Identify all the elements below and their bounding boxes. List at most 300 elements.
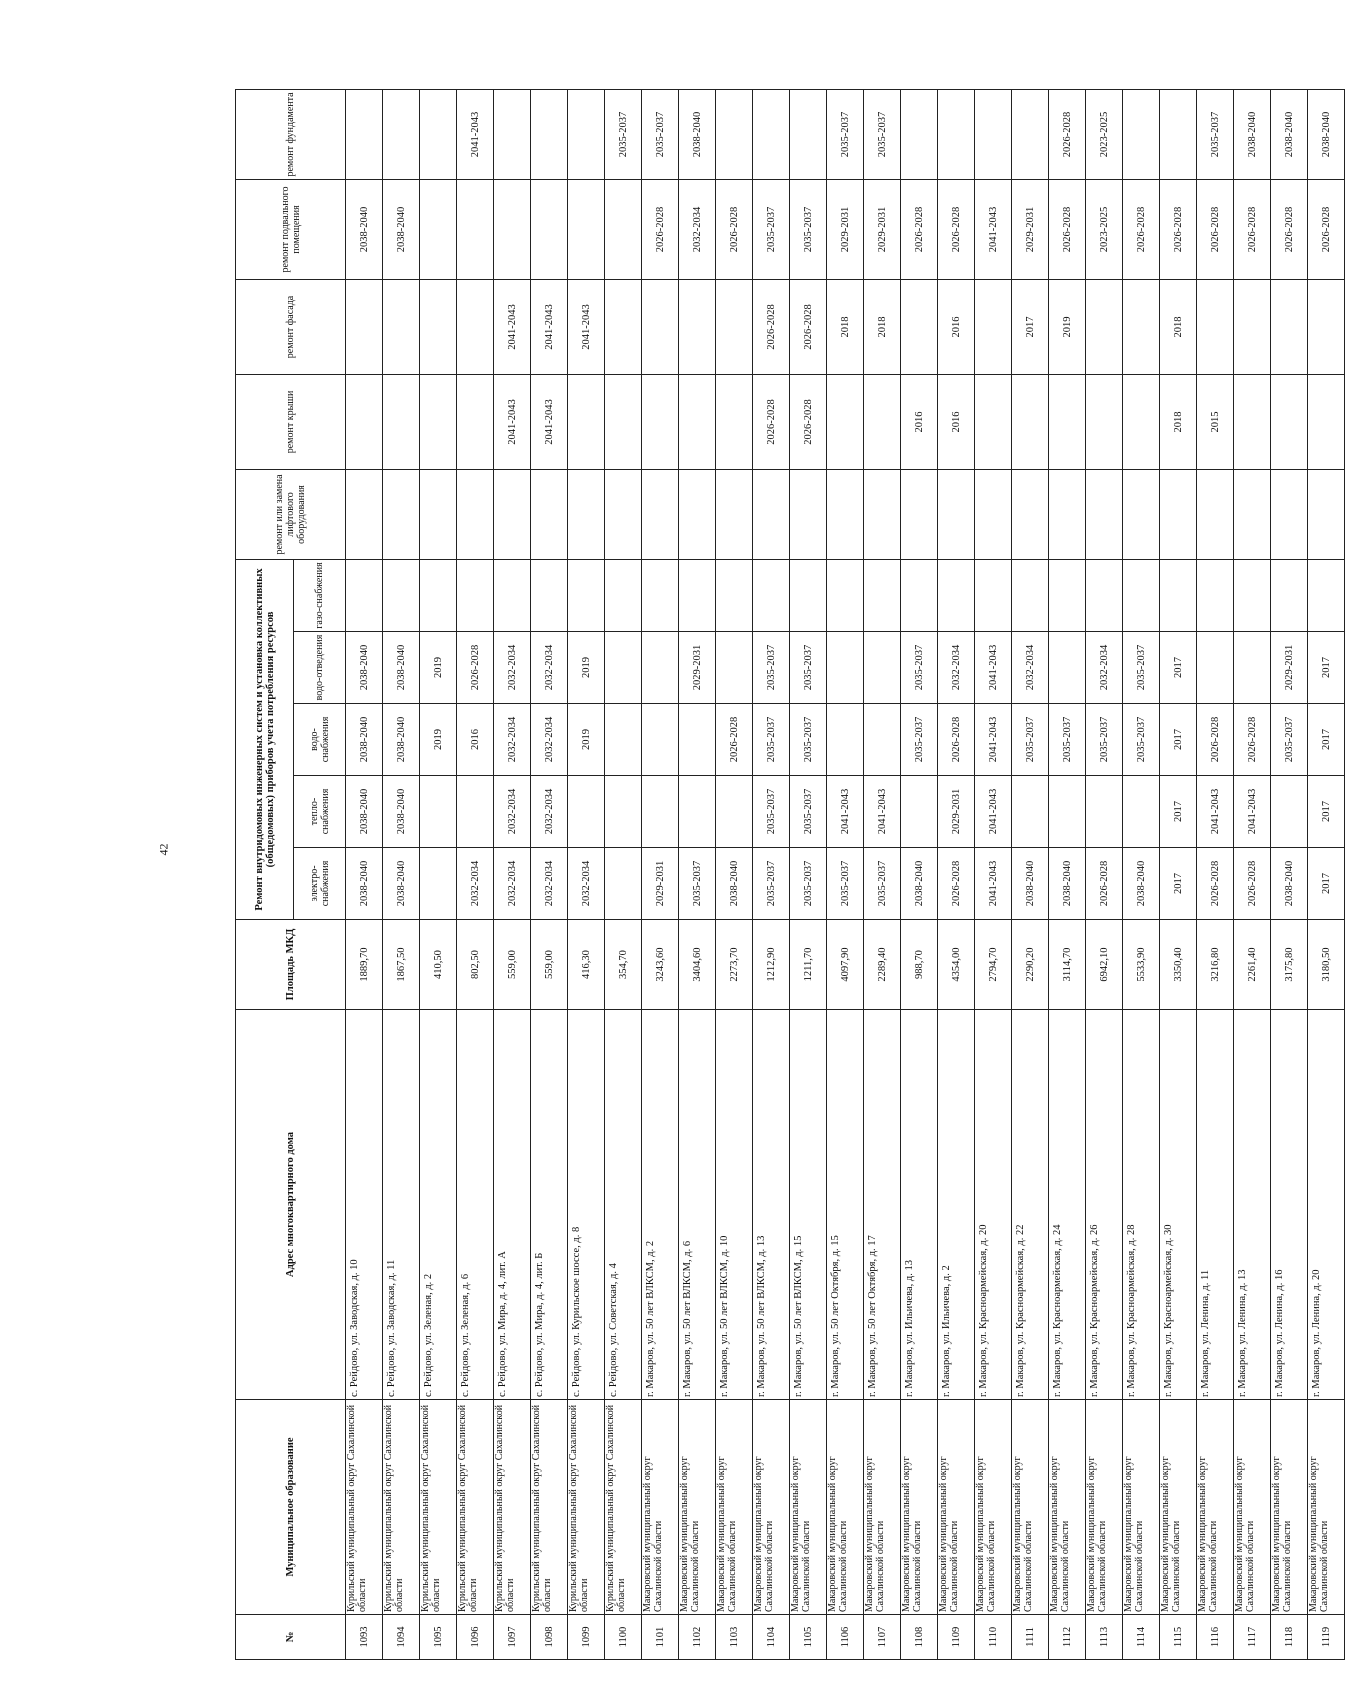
cell-address: г. Макаров, ул. Ленина, д. 20 [1308,1010,1345,1400]
table-row [1123,89,1160,1659]
cell-roof [679,374,716,469]
cell-address: г. Макаров, ул. Красноармейская, д. 20 [975,1010,1012,1400]
cell-area: 3216,80 [1197,920,1234,1010]
cell-facade [901,279,938,374]
table-row [1012,89,1049,1659]
cell-basement: 2026-2028 [642,179,679,279]
cell-address: с. Рейдово, ул. Заводская, д. 10 [346,1010,383,1400]
cell-num: 1101 [642,1615,679,1660]
header-heat: тепло-снабжения [294,776,346,848]
cell-water: 2035-2037 [1049,704,1086,776]
cell-gas [938,559,975,631]
rotated-table-page [235,90,1332,1660]
cell-heat: 2041-2043 [1234,776,1271,848]
cell-electric: 2038-2040 [1271,848,1308,920]
cell-heat [1086,776,1123,848]
cell-foundation [346,89,383,179]
cell-roof: 2016 [901,374,938,469]
cell-foundation: 2038-2040 [1271,89,1308,179]
header-gas: газо-снабжения [294,559,346,631]
cell-address: г. Макаров, ул. Ильичева, д. 13 [901,1010,938,1400]
header-roof: ремонт крыши [236,374,346,469]
cell-num: 1093 [346,1615,383,1660]
cell-elevator [1123,469,1160,559]
cell-sewer: 2032-2034 [1012,632,1049,704]
cell-municipality: Макаровский муниципальный округ Сахалинской области [901,1400,938,1615]
cell-address: г. Макаров, ул. Ильичева, д. 2 [938,1010,975,1400]
cell-heat: 2041-2043 [827,776,864,848]
cell-facade [679,279,716,374]
cell-foundation [383,89,420,179]
cell-address: с. Рейдово, ул. Советская, д. 4 [605,1010,642,1400]
cell-roof: 2026-2028 [790,374,827,469]
cell-basement: 2026-2028 [716,179,753,279]
header-foundation: ремонт фундамента [236,89,346,179]
cell-gas [531,559,568,631]
cell-address: г. Макаров, ул. 50 лет Октября, д. 17 [864,1010,901,1400]
cell-elevator [531,469,568,559]
cell-num: 1116 [1197,1615,1234,1660]
cell-area: 2794,70 [975,920,1012,1010]
cell-address: г. Макаров, ул. 50 лет ВЛКСМ, д. 13 [753,1010,790,1400]
cell-basement: 2026-2028 [1271,179,1308,279]
cell-heat: 2017 [1308,776,1345,848]
cell-address: г. Макаров, ул. 50 лет ВЛКСМ, д. 15 [790,1010,827,1400]
cell-sewer: 2032-2034 [531,632,568,704]
cell-municipality: Курильский муниципальный округ Сахалинской области [531,1400,568,1615]
cell-facade [642,279,679,374]
cell-address: г. Макаров, ул. Красноармейская, д. 26 [1086,1010,1123,1400]
header-num: № [236,1615,346,1660]
table-row [494,89,531,1659]
cell-facade [1086,279,1123,374]
cell-gas [1012,559,1049,631]
cell-municipality: Макаровский муниципальный округ Сахалинской области [1160,1400,1197,1615]
cell-roof [457,374,494,469]
cell-area: 4097,90 [827,920,864,1010]
cell-heat [1123,776,1160,848]
cell-gas [346,559,383,631]
cell-electric: 2035-2037 [679,848,716,920]
cell-municipality: Макаровский муниципальный округ Сахалинской области [1012,1400,1049,1615]
cell-sewer: 2035-2037 [901,632,938,704]
table-row [1160,89,1197,1659]
cell-foundation: 2041-2043 [457,89,494,179]
cell-elevator [827,469,864,559]
cell-address: г. Макаров, ул. Красноармейская, д. 28 [1123,1010,1160,1400]
cell-electric [420,848,457,920]
cell-roof: 2026-2028 [753,374,790,469]
cell-num: 1096 [457,1615,494,1660]
cell-water: 2026-2028 [938,704,975,776]
cell-electric: 2035-2037 [790,848,827,920]
cell-elevator [1308,469,1345,559]
cell-elevator [679,469,716,559]
cell-heat: 2038-2040 [383,776,420,848]
cell-area: 3243,60 [642,920,679,1010]
cell-foundation: 2026-2028 [1049,89,1086,179]
cell-sewer: 2035-2037 [1123,632,1160,704]
cell-facade [975,279,1012,374]
cell-sewer: 2035-2037 [790,632,827,704]
cell-area: 1212,90 [753,920,790,1010]
cell-gas [1049,559,1086,631]
cell-area: 1889,70 [346,920,383,1010]
cell-water: 2032-2034 [531,704,568,776]
cell-basement [494,179,531,279]
cell-municipality: Макаровский муниципальный округ Сахалинской области [1234,1400,1271,1615]
cell-sewer: 2032-2034 [1086,632,1123,704]
table-row [1271,89,1308,1659]
table-row [938,89,975,1659]
cell-foundation: 2038-2040 [1308,89,1345,179]
cell-roof [420,374,457,469]
cell-roof: 2041-2043 [531,374,568,469]
table-row [827,89,864,1659]
cell-foundation [938,89,975,179]
cell-basement: 2026-2028 [1234,179,1271,279]
cell-foundation [568,89,605,179]
cell-municipality: Макаровский муниципальный округ Сахалинской области [1308,1400,1345,1615]
cell-facade: 2019 [1049,279,1086,374]
cell-electric: 2032-2034 [457,848,494,920]
cell-gas [1086,559,1123,631]
cell-water: 2038-2040 [346,704,383,776]
cell-gas [864,559,901,631]
table-row [605,89,642,1659]
cell-elevator [457,469,494,559]
cell-basement: 2029-2031 [1012,179,1049,279]
cell-gas [568,559,605,631]
cell-elevator [605,469,642,559]
cell-foundation [716,89,753,179]
cell-basement: 2026-2028 [1197,179,1234,279]
cell-roof [1123,374,1160,469]
cell-electric: 2035-2037 [753,848,790,920]
cell-foundation [531,89,568,179]
cell-address: с. Рейдово, ул. Мира, д. 4, лит. А [494,1010,531,1400]
cell-address: г. Макаров, ул. Ленина, д. 16 [1271,1010,1308,1400]
table-row [346,89,383,1659]
cell-facade: 2041-2043 [494,279,531,374]
cell-electric: 2038-2040 [383,848,420,920]
cell-municipality: Макаровский муниципальный округ Сахалинской области [864,1400,901,1615]
cell-gas [457,559,494,631]
cell-electric: 2038-2040 [1049,848,1086,920]
cell-electric: 2038-2040 [716,848,753,920]
cell-num: 1110 [975,1615,1012,1660]
cell-gas [642,559,679,631]
cell-municipality: Курильский муниципальный округ Сахалинской области [420,1400,457,1615]
cell-roof [1234,374,1271,469]
cell-heat [605,776,642,848]
cell-roof [642,374,679,469]
cell-electric: 2026-2028 [1086,848,1123,920]
cell-basement: 2032-2034 [679,179,716,279]
cell-facade [420,279,457,374]
cell-foundation [975,89,1012,179]
cell-basement: 2026-2028 [1123,179,1160,279]
cell-sewer: 2035-2037 [753,632,790,704]
cell-heat: 2041-2043 [975,776,1012,848]
cell-area: 3175,80 [1271,920,1308,1010]
table-row [679,89,716,1659]
cell-facade [605,279,642,374]
cell-gas [494,559,531,631]
cell-num: 1103 [716,1615,753,1660]
cell-heat [1049,776,1086,848]
table-row [716,89,753,1659]
cell-roof: 2018 [1160,374,1197,469]
cell-municipality: Макаровский муниципальный округ Сахалинской области [1086,1400,1123,1615]
table-row [457,89,494,1659]
cell-address: г. Макаров, ул. 50 лет Октября, д. 15 [827,1010,864,1400]
cell-facade [1234,279,1271,374]
cell-heat [457,776,494,848]
cell-area: 416,30 [568,920,605,1010]
cell-address: г. Макаров, ул. Красноармейская, д. 22 [1012,1010,1049,1400]
cell-water [864,704,901,776]
cell-electric: 2035-2037 [827,848,864,920]
cell-heat: 2035-2037 [790,776,827,848]
cell-sewer [1234,632,1271,704]
cell-gas [1123,559,1160,631]
cell-water: 2035-2037 [753,704,790,776]
cell-heat [679,776,716,848]
page-number: 42 [156,843,171,856]
cell-electric: 2026-2028 [938,848,975,920]
cell-heat [420,776,457,848]
cell-area: 1211,70 [790,920,827,1010]
cell-basement: 2029-2031 [864,179,901,279]
cell-elevator [383,469,420,559]
cell-num: 1100 [605,1615,642,1660]
header-elevator: ремонт или замена лифтового оборудования [236,469,346,559]
table-body [346,89,1345,1659]
cell-heat: 2029-2031 [938,776,975,848]
cell-foundation [1012,89,1049,179]
cell-facade [1123,279,1160,374]
cell-facade [346,279,383,374]
cell-sewer [716,632,753,704]
cell-elevator [1160,469,1197,559]
cell-heat [568,776,605,848]
cell-basement: 2026-2028 [901,179,938,279]
cell-electric: 2029-2031 [642,848,679,920]
cell-area: 559,00 [531,920,568,1010]
header-basement: ремонт подвального помещения [236,179,346,279]
cell-gas [420,559,457,631]
cell-facade [383,279,420,374]
cell-basement: 2026-2028 [1049,179,1086,279]
cell-roof [716,374,753,469]
cell-facade: 2018 [864,279,901,374]
cell-sewer [1049,632,1086,704]
cell-facade: 2018 [1160,279,1197,374]
cell-basement [605,179,642,279]
cell-num: 1095 [420,1615,457,1660]
cell-area: 3114,70 [1049,920,1086,1010]
table-row [568,89,605,1659]
header-facade: ремонт фасада [236,279,346,374]
cell-water: 2038-2040 [383,704,420,776]
cell-heat: 2032-2034 [531,776,568,848]
cell-sewer: 2032-2034 [938,632,975,704]
cell-municipality: Курильский муниципальный округ Сахалинской области [568,1400,605,1615]
cell-gas [1160,559,1197,631]
cell-electric: 2038-2040 [901,848,938,920]
cell-elevator [568,469,605,559]
cell-foundation [753,89,790,179]
cell-foundation [420,89,457,179]
cell-water [827,704,864,776]
cell-num: 1106 [827,1615,864,1660]
cell-sewer [1197,632,1234,704]
cell-electric: 2038-2040 [1123,848,1160,920]
cell-sewer: 2019 [568,632,605,704]
cell-area: 2273,70 [716,920,753,1010]
cell-facade: 2041-2043 [531,279,568,374]
cell-basement: 2026-2028 [1160,179,1197,279]
header-municipality: Муниципальное образование [236,1400,346,1615]
cell-heat: 2041-2043 [1197,776,1234,848]
table-row [642,89,679,1659]
cell-num: 1109 [938,1615,975,1660]
cell-water: 2035-2037 [1086,704,1123,776]
cell-num: 1099 [568,1615,605,1660]
cell-foundation: 2035-2037 [827,89,864,179]
cell-foundation: 2023-2025 [1086,89,1123,179]
cell-water: 2017 [1160,704,1197,776]
cell-num: 1117 [1234,1615,1271,1660]
table-row [901,89,938,1659]
cell-electric: 2032-2034 [531,848,568,920]
repair-schedule-table [235,89,1345,1660]
cell-water: 2035-2037 [901,704,938,776]
table-row [1308,89,1345,1659]
cell-gas [1308,559,1345,631]
cell-area: 3404,60 [679,920,716,1010]
cell-water: 2019 [420,704,457,776]
cell-num: 1118 [1271,1615,1308,1660]
cell-gas [605,559,642,631]
table-row [383,89,420,1659]
cell-address: г. Макаров, ул. Ленина, д. 13 [1234,1010,1271,1400]
cell-municipality: Курильский муниципальный округ Сахалинской области [605,1400,642,1615]
cell-elevator [1197,469,1234,559]
cell-facade: 2016 [938,279,975,374]
cell-num: 1094 [383,1615,420,1660]
cell-electric: 2038-2040 [1012,848,1049,920]
cell-basement: 2023-2025 [1086,179,1123,279]
cell-municipality: Макаровский муниципальный округ Сахалинской области [1123,1400,1160,1615]
cell-municipality: Макаровский муниципальный округ Сахалинской области [716,1400,753,1615]
cell-roof [1012,374,1049,469]
cell-water: 2035-2037 [1123,704,1160,776]
cell-facade [1308,279,1345,374]
cell-heat [716,776,753,848]
cell-water: 2035-2037 [1271,704,1308,776]
cell-area: 354,70 [605,920,642,1010]
cell-area: 2261,40 [1234,920,1271,1010]
cell-roof: 2015 [1197,374,1234,469]
cell-heat: 2032-2034 [494,776,531,848]
cell-elevator [420,469,457,559]
cell-gas [790,559,827,631]
header-area: Площадь МКД [236,920,346,1010]
cell-heat [901,776,938,848]
header-sewer: водо-отведения [294,632,346,704]
cell-sewer: 2026-2028 [457,632,494,704]
cell-municipality: Курильский муниципальный округ Сахалинской области [346,1400,383,1615]
cell-area: 3350,40 [1160,920,1197,1010]
header-address: Адрес многоквартирного дома [236,1010,346,1400]
cell-heat: 2017 [1160,776,1197,848]
cell-num: 1098 [531,1615,568,1660]
cell-heat [642,776,679,848]
cell-basement [531,179,568,279]
cell-elevator [1086,469,1123,559]
cell-basement [457,179,494,279]
table-row [420,89,457,1659]
cell-facade: 2026-2028 [753,279,790,374]
cell-electric: 2026-2028 [1197,848,1234,920]
cell-sewer [605,632,642,704]
cell-gas [1234,559,1271,631]
cell-gas [1271,559,1308,631]
cell-num: 1119 [1308,1615,1345,1660]
table-row [975,89,1012,1659]
cell-heat [1012,776,1049,848]
cell-address: с. Рейдово, ул. Зеленая, д. 2 [420,1010,457,1400]
cell-num: 1111 [1012,1615,1049,1660]
cell-basement: 2026-2028 [1308,179,1345,279]
cell-gas [716,559,753,631]
cell-area: 802,50 [457,920,494,1010]
cell-address: г. Макаров, ул. Красноармейская, д. 30 [1160,1010,1197,1400]
table-row [790,89,827,1659]
cell-sewer: 2032-2034 [494,632,531,704]
table-row [531,89,568,1659]
cell-address: г. Макаров, ул. 50 лет ВЛКСМ, д. 6 [679,1010,716,1400]
cell-num: 1097 [494,1615,531,1660]
cell-facade: 2026-2028 [790,279,827,374]
cell-facade: 2041-2043 [568,279,605,374]
cell-gas [975,559,1012,631]
cell-water: 2016 [457,704,494,776]
cell-num: 1113 [1086,1615,1123,1660]
cell-roof [568,374,605,469]
cell-sewer: 2029-2031 [679,632,716,704]
cell-roof [383,374,420,469]
cell-roof [346,374,383,469]
cell-area: 5533,90 [1123,920,1160,1010]
table-row [864,89,901,1659]
cell-water: 2035-2037 [790,704,827,776]
cell-municipality: Курильский муниципальный округ Сахалинской области [494,1400,531,1615]
cell-roof [1049,374,1086,469]
cell-gas [1197,559,1234,631]
cell-area: 3180,50 [1308,920,1345,1010]
cell-basement: 2041-2043 [975,179,1012,279]
cell-gas [383,559,420,631]
cell-municipality: Макаровский муниципальный округ Сахалинской области [1271,1400,1308,1615]
cell-heat [1271,776,1308,848]
cell-municipality: Макаровский муниципальный округ Сахалинской области [679,1400,716,1615]
cell-electric: 2035-2037 [864,848,901,920]
cell-foundation [494,89,531,179]
cell-foundation [790,89,827,179]
